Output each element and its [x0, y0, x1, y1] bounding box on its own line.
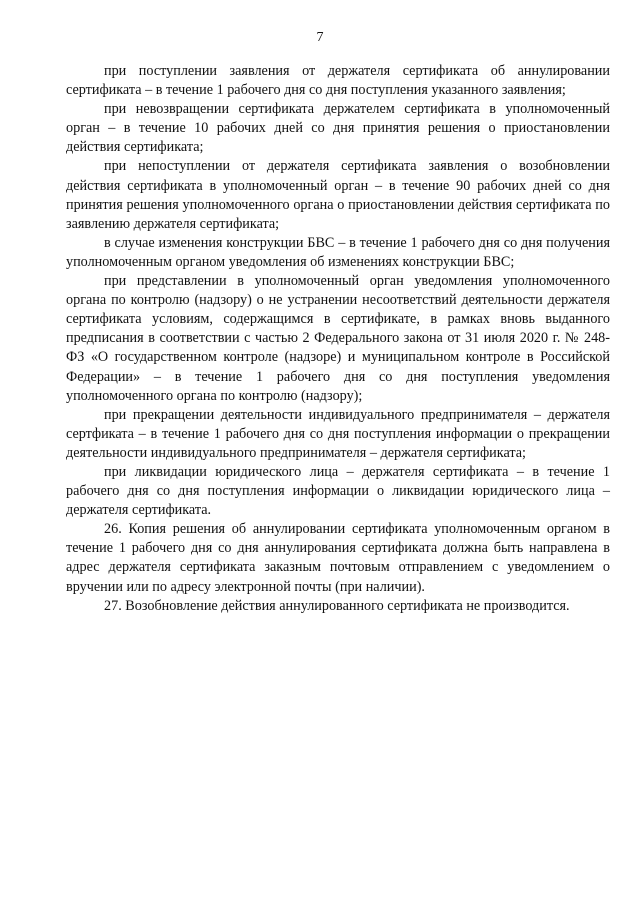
paragraph-item-27: 27. Возобновление действия аннулированного сертификата не производится.	[104, 597, 570, 614]
paragraph-annulment-on-application: при поступлении заявления от держателя сертификата об аннулировании сертификата – в течение 1 рабочего дня со дня поступления указанного заявления;	[66, 63, 610, 99]
paragraph-item-26: 26. Копия решения об аннулировании сертификата уполномоченным органом в течение 1 рабочего дня со дня аннулирования сертификата должна быть направлена в адрес держателя сертификата заказным почтовым отправлением с уведомлением о вручении или по адресу электронной почты (при наличии).	[66, 521, 610, 595]
document-body	[66, 62, 610, 616]
paragraph-legal-entity-liquidation: при ликвидации юридического лица – держателя сертификата – в течение 1 рабочего дня со дня поступления информации о ликвидации юридического лица – держателя сертификата.	[66, 463, 610, 519]
page-number: 7	[316, 30, 324, 45]
paragraph-entrepreneur-termination: при прекращении деятельности индивидуального предпринимателя – держателя сертфиката – в течение 1 рабочего дня со дня поступления информации о прекращении деятельности индивидуального предпринимателя – держателя сертификата;	[66, 406, 610, 461]
paragraph-supervision-notice: при представлении в уполномоченный орган уведомления уполномоченного органа по контролю (надзору) о не устранении несоответствий деятельности держателя сертификата условиям, содержащимся в сертификате, в рамках вновь выданного предписания в соответствии с частью 2 Федерального закона от 31 июля 2020 г. № 248-ФЗ «О государственном контроле (надзоре) и муниципальном контроле в Российской Федерации» – в течение 1 рабочего дня со дня поступления уведомления уполномоченного органа по контролю (надзору);	[66, 273, 610, 404]
paragraph-no-renewal-application: при непоступлении от держателя сертификата заявления о возобновлении действия сертификата в уполномоченный орган – в течение 90 рабочих дней со дня принятия решения уполномоченного органа о приостановлении действия сертификата по заявлению держателя сертификата;	[66, 158, 610, 232]
paragraph-certificate-not-returned: при невозвращении сертификата держателем сертификата в уполномоченный орган – в течение 10 рабочих дней со дня принятия решения о приостановлении действия сертификата;	[66, 101, 610, 156]
paragraph-design-change: в случае изменения конструкции БВС – в течение 1 рабочего дня со дня получения уполномоченным органом уведомления об изменениях конструкции БВС;	[66, 234, 610, 270]
